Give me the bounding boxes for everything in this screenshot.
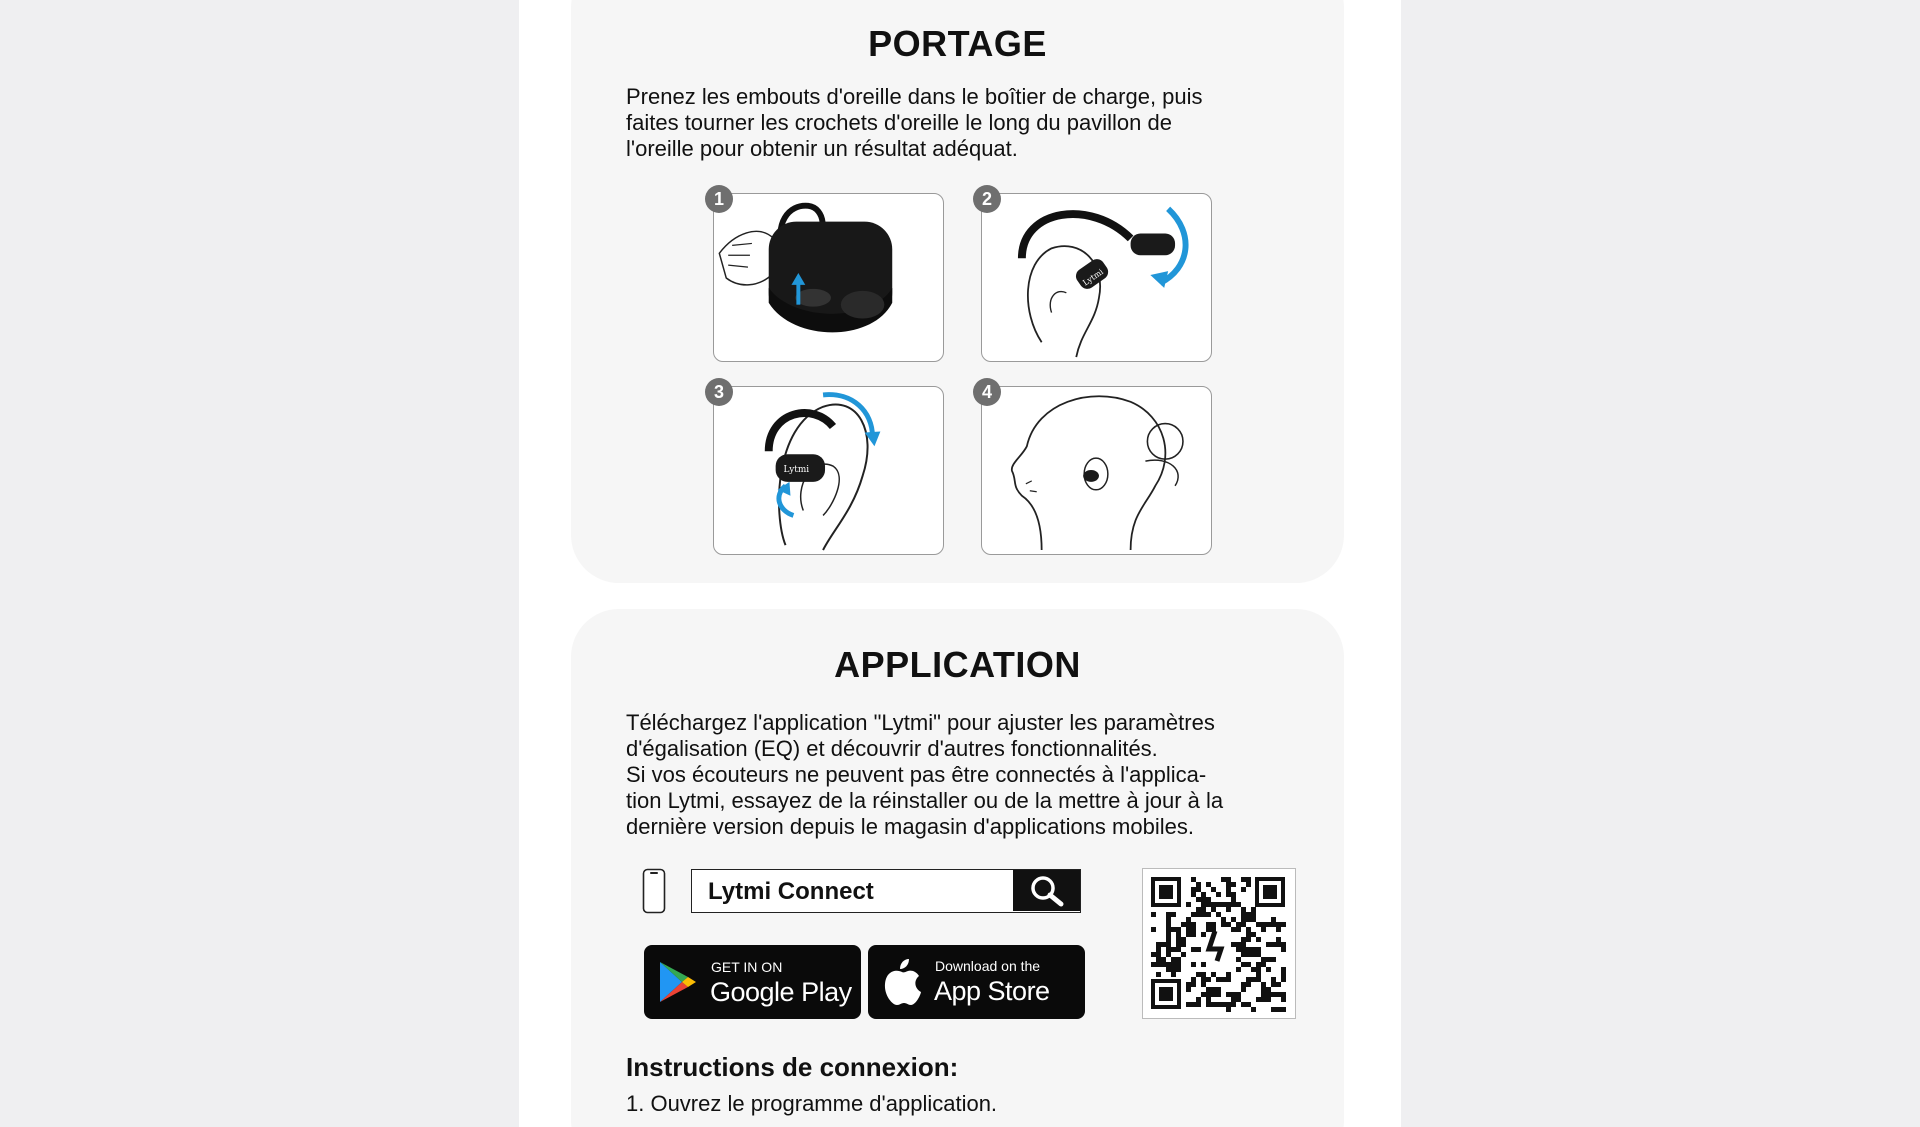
brand-mark: Lytmi: [1081, 267, 1106, 288]
qr-module: [1166, 912, 1171, 917]
step-4-illustration: [981, 382, 1212, 555]
qr-module: [1261, 997, 1266, 1002]
qr-module: [1256, 922, 1261, 927]
qr-module: [1176, 937, 1181, 942]
qr-module: [1201, 902, 1206, 907]
qr-module: [1151, 952, 1156, 957]
qr-module: [1216, 992, 1221, 997]
qr-module: [1191, 977, 1196, 982]
qr-module: [1251, 912, 1256, 917]
qr-module: [1246, 977, 1251, 982]
qr-module: [1201, 897, 1206, 902]
qr-module: [1226, 902, 1231, 907]
qr-module: [1206, 992, 1211, 997]
qr-module: [1171, 972, 1176, 977]
qr-module: [1281, 1007, 1286, 1012]
qr-module: [1236, 922, 1241, 927]
qr-module: [1236, 942, 1241, 947]
wearing-description: [626, 84, 1306, 162]
qr-module: [1231, 902, 1236, 907]
application-title: APPLICATION: [834, 644, 1081, 685]
qr-module: [1171, 947, 1176, 952]
qr-module: [1166, 917, 1171, 922]
qr-module: [1226, 1007, 1231, 1012]
qr-module: [1256, 937, 1261, 942]
qr-module: [1221, 917, 1226, 922]
qr-module: [1206, 997, 1211, 1002]
step-1-illustration: [713, 189, 944, 362]
qr-module: [1236, 957, 1241, 962]
google-play-small: GET IN ON: [711, 959, 783, 975]
qr-module: [1196, 882, 1201, 887]
qr-module: [1186, 982, 1191, 987]
qr-module: [1261, 922, 1266, 927]
application-line: Si vos écouteurs ne peuvent pas être connectés à l'applica-: [626, 762, 1207, 787]
qr-module: [1211, 907, 1216, 912]
qr-module: [1231, 927, 1236, 932]
qr-module: [1271, 957, 1276, 962]
qr-module: [1216, 892, 1221, 897]
qr-module: [1186, 987, 1191, 992]
qr-module: [1261, 992, 1266, 997]
qr-module: [1211, 887, 1216, 892]
qr-module: [1251, 947, 1256, 952]
qr-module: [1191, 947, 1196, 952]
qr-module: [1246, 917, 1251, 922]
qr-module: [1226, 892, 1231, 897]
qr-module: [1241, 982, 1246, 987]
app-store-badge[interactable]: [868, 945, 1085, 1019]
qr-module: [1241, 877, 1246, 882]
qr-module: [1276, 942, 1281, 947]
qr-module: [1236, 927, 1241, 932]
qr-module: [1216, 977, 1221, 982]
qr-module: [1231, 897, 1236, 902]
qr-module: [1221, 922, 1226, 927]
qr-module: [1256, 952, 1261, 957]
qr-module: [1191, 892, 1196, 897]
qr-module: [1261, 962, 1266, 967]
qr-module: [1156, 947, 1161, 952]
qr-module: [1266, 957, 1271, 962]
qr-module: [1201, 907, 1206, 912]
qr-module: [1201, 912, 1206, 917]
qr-module: [1251, 967, 1256, 972]
qr-module: [1206, 927, 1211, 932]
qr-module: [1241, 937, 1246, 942]
application-line: d'égalisation (EQ) et découvrir d'autres fonctionnalités.: [626, 736, 1158, 761]
qr-module: [1256, 967, 1261, 972]
qr-module: [1251, 907, 1256, 912]
search-text: Lytmi Connect: [708, 878, 874, 905]
qr-module: [1276, 927, 1281, 932]
qr-module: [1196, 887, 1201, 892]
qr-module: [1216, 1002, 1221, 1007]
qr-module: [1181, 922, 1186, 927]
google-play-big: Google Play: [710, 977, 852, 1007]
qr-module: [1231, 997, 1236, 1002]
application-line: tion Lytmi, essayez de la réinstaller ou de la mettre à jour à la: [626, 788, 1224, 813]
qr-module: [1161, 942, 1166, 947]
qr-module: [1191, 927, 1196, 932]
qr-module: [1246, 1002, 1251, 1007]
app-store-big: App Store: [934, 976, 1050, 1006]
qr-module: [1201, 977, 1206, 982]
qr-module: [1176, 942, 1181, 947]
app-store-small: Download on the: [935, 958, 1041, 974]
qr-module: [1206, 897, 1211, 902]
qr-module: [1246, 927, 1251, 932]
qr-module: [1216, 987, 1221, 992]
qr-module: [1271, 982, 1276, 987]
app-search-bar[interactable]: [691, 869, 1081, 913]
qr-module: [1266, 992, 1271, 997]
qr-module: [1241, 907, 1246, 912]
qr-module: [1266, 997, 1271, 1002]
qr-module: [1226, 882, 1231, 887]
qr-module: [1226, 977, 1231, 982]
qr-module: [1276, 982, 1281, 987]
qr-module: [1206, 882, 1211, 887]
qr-module: [1226, 922, 1231, 927]
google-play-icon: [658, 960, 698, 1004]
qr-module: [1231, 1002, 1236, 1007]
qr-module: [1196, 912, 1201, 917]
qr-module: [1271, 1007, 1276, 1012]
qr-module: [1226, 992, 1231, 997]
qr-module: [1236, 947, 1241, 952]
step-2-illustration: [981, 189, 1212, 362]
qr-module: [1221, 902, 1226, 907]
qr-module: [1251, 917, 1256, 922]
qr-module: [1261, 987, 1266, 992]
qr-module: [1166, 962, 1171, 967]
qr-module: [1186, 927, 1191, 932]
brand-mark: Lytmi: [783, 464, 810, 475]
search-button[interactable]: [1013, 870, 1080, 911]
wearing-section: [571, 0, 1344, 583]
qr-module: [1201, 972, 1206, 977]
qr-module: [1191, 1002, 1196, 1007]
qr-module: [1166, 967, 1171, 972]
qr-module: [1196, 897, 1201, 902]
qr-module: [1261, 927, 1266, 932]
qr-module: [1241, 947, 1246, 952]
qr-module: [1171, 967, 1176, 972]
qr-module: [1191, 877, 1196, 882]
qr-module: [1181, 942, 1186, 947]
qr-module: [1161, 957, 1166, 962]
qr-module: [1281, 967, 1286, 972]
qr-module: [1156, 972, 1161, 977]
qr-module: [1206, 987, 1211, 992]
head-profile-icon: [982, 387, 1211, 554]
qr-module: [1156, 962, 1161, 967]
qr-module: [1206, 912, 1211, 917]
step-3-illustration: [713, 382, 944, 555]
qr-module: [1196, 947, 1201, 952]
qr-module: [1266, 942, 1271, 947]
qr-module: [1201, 992, 1206, 997]
qr-module: [1276, 937, 1281, 942]
qr-module: [1226, 972, 1231, 977]
qr-module: [1251, 1007, 1256, 1012]
qr-module: [1156, 942, 1161, 947]
qr-module: [1176, 957, 1181, 962]
qr-module: [1231, 892, 1236, 897]
qr-code-image: [1143, 869, 1294, 1017]
qr-module: [1251, 952, 1256, 957]
qr-module: [1151, 927, 1156, 932]
qr-module: [1201, 962, 1206, 967]
step-4-badge: 4: [973, 378, 1001, 406]
qr-module: [1211, 987, 1216, 992]
qr-module: [1271, 922, 1276, 927]
qr-module: [1191, 982, 1196, 987]
qr-module: [1191, 932, 1196, 937]
qr-module: [1231, 882, 1236, 887]
qr-module: [1281, 942, 1286, 947]
qr-module: [1256, 962, 1261, 967]
qr-module: [1211, 972, 1216, 977]
qr-module: [1226, 887, 1231, 892]
qr-module: [1231, 917, 1236, 922]
qr-module: [1151, 912, 1156, 917]
qr-module: [1151, 962, 1156, 967]
wearing-title: PORTAGE: [868, 23, 1047, 64]
qr-module: [1176, 927, 1181, 932]
qr-module: [1276, 1007, 1281, 1012]
qr-module: [1251, 977, 1256, 982]
qr-module: [1256, 972, 1261, 977]
qr-module: [1161, 962, 1166, 967]
qr-module: [1221, 877, 1226, 882]
qr-module: [1241, 962, 1246, 967]
qr-module: [1261, 957, 1266, 962]
qr-module: [1201, 892, 1206, 897]
application-section: [571, 609, 1344, 1127]
step-3-badge: 3: [705, 378, 733, 406]
ear-hook-rotate-icon: [982, 194, 1211, 361]
qr-module: [1206, 1002, 1211, 1007]
qr-module: [1156, 957, 1161, 962]
qr-module: [1211, 1002, 1216, 1007]
search-icon: [1013, 870, 1080, 911]
qr-module: [1241, 912, 1246, 917]
qr-module: [1201, 932, 1206, 937]
qr-module: [1271, 942, 1276, 947]
qr-module: [1271, 992, 1276, 997]
qr-module: [1281, 922, 1286, 927]
qr-module: [1166, 932, 1171, 937]
qr-module: [1176, 932, 1181, 937]
qr-module: [1226, 877, 1231, 882]
qr-module: [1166, 922, 1171, 927]
wearing-line: faites tourner les crochets d'oreille le long du pavillon de: [626, 110, 1172, 135]
qr-module: [1266, 922, 1271, 927]
qr-module: [1236, 992, 1241, 997]
qr-module: [1281, 997, 1286, 1002]
qr-module: [1241, 917, 1246, 922]
qr-module: [1241, 987, 1246, 992]
apple-icon: [882, 957, 922, 1007]
qr-module: [1201, 982, 1206, 987]
step-1-badge: 1: [705, 185, 733, 213]
qr-module: [1271, 917, 1276, 922]
qr-module: [1246, 882, 1251, 887]
qr-module: [1281, 972, 1286, 977]
qr-module: [1206, 977, 1211, 982]
qr-module: [1186, 917, 1191, 922]
qr-module: [1256, 997, 1261, 1002]
qr-module: [1191, 912, 1196, 917]
qr-module: [1186, 902, 1191, 907]
qr-module: [1186, 922, 1191, 927]
application-description: [626, 710, 1306, 840]
qr-module: [1156, 952, 1161, 957]
qr-module: [1276, 992, 1281, 997]
qr-module: [1266, 967, 1271, 972]
qr-module: [1231, 992, 1236, 997]
qr-module: [1266, 987, 1271, 992]
qr-module: [1176, 962, 1181, 967]
qr-module: [1171, 912, 1176, 917]
qr-module: [1211, 922, 1216, 927]
qr-module: [1281, 947, 1286, 952]
qr-code: [1142, 868, 1296, 1019]
charging-case-icon: [714, 194, 943, 361]
qr-module: [1231, 942, 1236, 947]
qr-module: [1226, 1002, 1231, 1007]
qr-module: [1281, 992, 1286, 997]
qr-module: [1246, 912, 1251, 917]
connection-instructions-title: Instructions de connexion:: [626, 1052, 959, 1082]
qr-module: [1196, 997, 1201, 1002]
qr-module: [1241, 887, 1246, 892]
qr-module: [1206, 922, 1211, 927]
qr-module: [1181, 952, 1186, 957]
qr-module: [1191, 962, 1196, 967]
qr-module: [1166, 927, 1171, 932]
qr-module: [1251, 932, 1256, 937]
qr-module: [1216, 912, 1221, 917]
qr-module: [1246, 952, 1251, 957]
qr-module: [1241, 922, 1246, 927]
ear-fit-adjust-icon: [714, 387, 943, 554]
qr-module: [1196, 972, 1201, 977]
qr-module: [1256, 947, 1261, 952]
qr-module: [1171, 927, 1176, 932]
qr-module: [1271, 977, 1276, 982]
qr-module: [1191, 922, 1196, 927]
qr-module: [1246, 877, 1251, 882]
qr-module: [1241, 1002, 1246, 1007]
qr-module: [1191, 887, 1196, 892]
qr-module: [1221, 977, 1226, 982]
qr-module: [1281, 977, 1286, 982]
qr-module: [1196, 1002, 1201, 1007]
qr-module: [1241, 952, 1246, 957]
qr-module: [1261, 982, 1266, 987]
qr-module: [1236, 997, 1241, 1002]
qr-module: [1221, 1002, 1226, 1007]
application-line: Téléchargez l'application "Lytmi" pour ajuster les paramètres: [626, 710, 1215, 735]
qr-module: [1166, 937, 1171, 942]
qr-module: [1166, 952, 1171, 957]
step-2-badge: 2: [973, 185, 1001, 213]
qr-module: [1246, 937, 1251, 942]
qr-module: [1206, 902, 1211, 907]
qr-module: [1236, 967, 1241, 972]
qr-module: [1216, 902, 1221, 907]
wearing-line: l'oreille pour obtenir un résultat adéquat.: [626, 136, 1018, 161]
qr-module: [1186, 932, 1191, 937]
qr-module: [1171, 962, 1176, 967]
qr-module: [1246, 962, 1251, 967]
qr-module: [1241, 942, 1246, 947]
qr-module: [1181, 937, 1186, 942]
qr-module: [1196, 907, 1201, 912]
connection-step-1: 1. Ouvrez le programme d'application.: [626, 1091, 998, 1116]
qr-module: [1166, 942, 1171, 947]
qr-module: [1246, 932, 1251, 937]
google-play-badge[interactable]: [644, 945, 861, 1019]
page: [519, 0, 1401, 1127]
qr-module: [1211, 992, 1216, 997]
qr-module: [1226, 907, 1231, 912]
wearing-line: Prenez les embouts d'oreille dans le boîtier de charge, puis: [626, 84, 1203, 109]
application-line: dernière version depuis le magasin d'applications mobiles.: [626, 814, 1194, 839]
qr-module: [1211, 902, 1216, 907]
qr-module: [1166, 947, 1171, 952]
qr-module: [1246, 982, 1251, 987]
qr-module: [1276, 922, 1281, 927]
qr-module: [1176, 967, 1181, 972]
qr-module: [1171, 957, 1176, 962]
qr-module: [1186, 1002, 1191, 1007]
qr-module: [1176, 947, 1181, 952]
qr-module: [1246, 947, 1251, 952]
qr-module: [1236, 902, 1241, 907]
qr-module: [1256, 977, 1261, 982]
phone-icon: [642, 868, 666, 914]
